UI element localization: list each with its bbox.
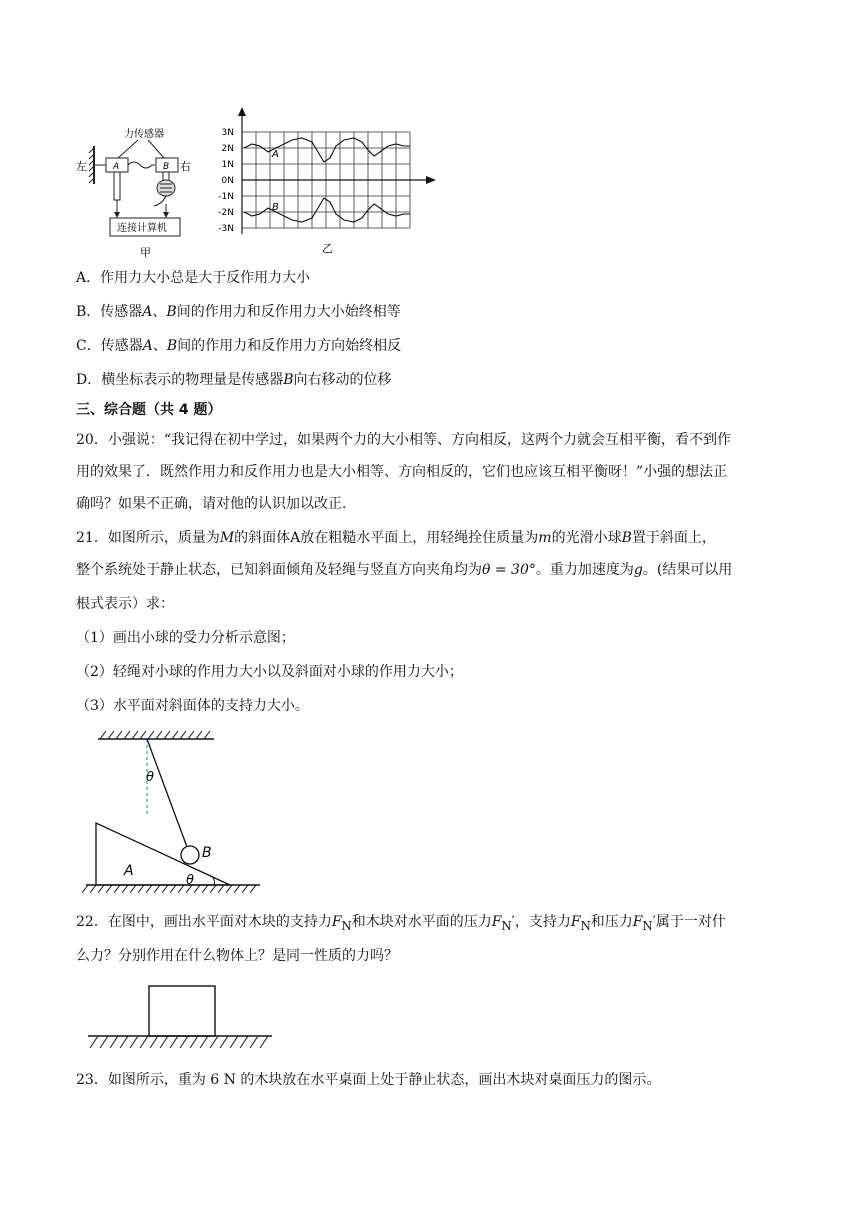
q21-sub1: （1）画出小球的受力分析示意图；	[76, 630, 295, 646]
q23-line1: 23．如图所示，重为 6 N 的木块放在水平桌面上处于静止状态，画出木块对桌面压力的图示。	[76, 1072, 661, 1088]
q20-line1: 20．小强说：“我记得在初中学过，如果两个力的大小相等、方向相反，这两个力就会互相平衡，看不到作	[76, 432, 731, 448]
tick-minus3n: -3N	[218, 224, 234, 234]
ball-b-label: B	[202, 845, 212, 861]
tick-1n: 1N	[221, 160, 234, 170]
curve-a	[244, 138, 410, 162]
right-label: 右	[180, 160, 191, 173]
sensor-b-label: B	[163, 162, 170, 172]
curve-b-label: B	[272, 202, 279, 213]
left-label: 左	[76, 160, 87, 173]
computer-label: 连接计算机	[117, 223, 167, 234]
q21-line2: 整个系统处于静止状态，已知斜面倾角及轻绳与竖直方向夹角均为θ = 30°。重力加速度为g。(结果可以用	[76, 562, 733, 578]
q22-line1: 22．在图中，画出水平面对木块的支持力$F_N$和木块对水平面的压力$F_N'$，支持力$F_N$和压力$F_N'$属于一对什	[76, 914, 726, 933]
incline-angle-label: θ	[186, 873, 194, 888]
curve-b	[244, 198, 410, 222]
incline-ball-figure	[80, 725, 270, 895]
block-surface-figure	[86, 980, 276, 1052]
q22-line2: 么力？分别作用在什么物体上？是同一性质的力吗？	[76, 948, 398, 964]
tick-minus2n: -2N	[218, 208, 234, 218]
q20-line2: 用的效果了．既然作用力和反作用力也是大小相等、方向相反的，它们也应该互相平衡呀！”小强的想法正	[76, 464, 728, 480]
sensor-apparatus-figure	[76, 124, 206, 264]
tick-0n: 0N	[221, 176, 234, 186]
q21-sub2: （2）轻绳对小球的作用力大小以及斜面对小球的作用力大小；	[76, 664, 463, 680]
option-a: A．作用力大小总是大于反作用力大小	[76, 270, 311, 286]
rope	[147, 739, 187, 847]
tick-2n: 2N	[221, 144, 234, 154]
force-graph-figure	[210, 104, 450, 266]
curve-a-label: A	[272, 149, 279, 160]
wood-block	[149, 986, 215, 1036]
q21-sub3: （3）水平面对斜面体的支持力大小。	[76, 698, 309, 714]
q20-line3: 确吗？如果不正确，请对他的认识加以改正．	[76, 496, 356, 512]
tick-minus1n: -1N	[218, 192, 234, 202]
block-a-label: A	[124, 863, 134, 879]
caption-yi: 乙	[322, 242, 333, 255]
tick-3n: 3N	[221, 128, 234, 138]
caption-jia: 甲	[140, 246, 151, 259]
ball-b	[181, 846, 199, 864]
section-heading: 三、综合题（共 4 题）	[76, 402, 222, 418]
option-c: C．传感器A、B间的作用力和反作用力方向始终相反	[76, 338, 402, 354]
sensor-a-label: A	[113, 162, 120, 172]
option-d: D．横坐标表示的物理量是传感器B向右移动的位移	[76, 372, 392, 388]
force-sensor-label: 力传感器	[124, 129, 164, 140]
q21-line1: 21．如图所示，质量为M的斜面体A放在粗糙水平面上，用轻绳拴住质量为m的光滑小球B置于斜面上，	[76, 530, 716, 546]
rope-angle-label: θ	[146, 770, 154, 785]
q21-line3: 根式表示）求：	[76, 596, 174, 612]
option-b: B．传感器A、B间的作用力和反作用力大小始终相等	[76, 304, 401, 320]
